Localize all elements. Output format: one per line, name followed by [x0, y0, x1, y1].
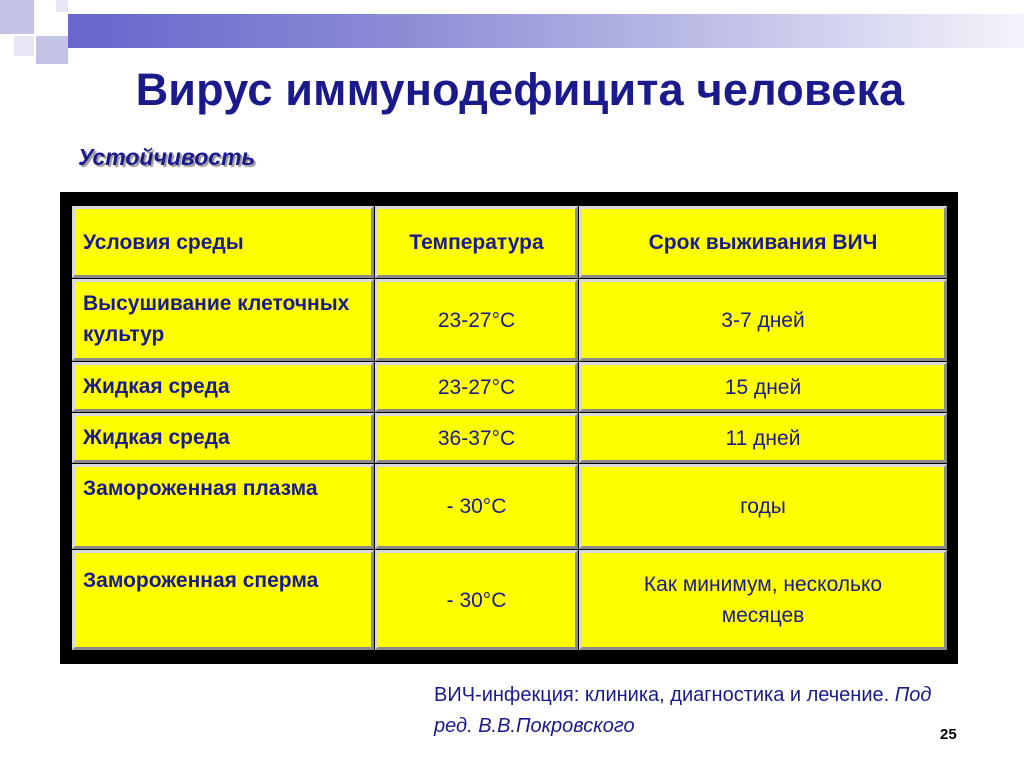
decor-square [36, 36, 68, 64]
table-cell-temperature [375, 279, 578, 361]
survival-text: 3-7 дней [721, 308, 805, 332]
decor-square [56, 0, 68, 12]
temperature-text: - 30°С [446, 495, 507, 518]
table-cell-temperature [375, 550, 578, 650]
survival-text: Как минимум, несколько месяцев [643, 573, 883, 627]
header-label-survival: Срок выживания ВИЧ [648, 230, 878, 254]
condition-text: Замороженная плазма [83, 477, 318, 500]
table-cell-condition [72, 550, 374, 650]
survival-text: годы [740, 495, 786, 518]
slide-title: Вирус иммунодефицита человека [135, 64, 905, 115]
table-cell-temperature [375, 362, 578, 412]
table-header-cell [72, 206, 374, 278]
page-number: 25 [940, 726, 957, 743]
condition-text: Замороженная сперма [83, 569, 319, 592]
temperature-text: 23-27°С [437, 375, 516, 399]
condition-text: Жидкая среда [83, 426, 230, 449]
slide-subtitle: Устойчивость [78, 144, 256, 170]
source-reference [434, 680, 954, 742]
table-cell-survival [579, 550, 947, 650]
survival-text: 11 дней [725, 426, 801, 450]
table-header-cell [579, 206, 947, 278]
temperature-text: 23-27°С [437, 308, 516, 332]
table-cell-condition [72, 464, 374, 549]
resistance-table [60, 192, 958, 664]
table-cell-condition [72, 362, 374, 412]
table-cell-survival [579, 362, 947, 412]
header-label-conditions: Условия среды [83, 230, 244, 254]
table-cell-temperature [375, 413, 578, 463]
decor-square [0, 0, 34, 34]
reference-plain: ВИЧ-инфекция: клиника, диагностика и лечение. [434, 684, 895, 706]
table-cell-survival [579, 464, 947, 549]
header-label-temperature: Температура [409, 230, 544, 254]
temperature-text: 36-37°С [437, 426, 516, 450]
table-cell-condition [72, 279, 374, 361]
reference-editor: Под ред. В.В.Покровского [434, 684, 932, 737]
decor-square [14, 36, 34, 56]
header-gradient-band [68, 14, 1024, 48]
table-cell-temperature [375, 464, 578, 549]
condition-text: Жидкая среда [83, 375, 230, 398]
table-cell-survival [579, 279, 947, 361]
table-header-cell [375, 206, 578, 278]
temperature-text: - 30°С [446, 588, 507, 612]
condition-text: Высушивание клеточных культур [83, 292, 350, 346]
table-cell-condition [72, 413, 374, 463]
survival-text: 15 дней [724, 375, 802, 399]
table-cell-survival [579, 413, 947, 463]
